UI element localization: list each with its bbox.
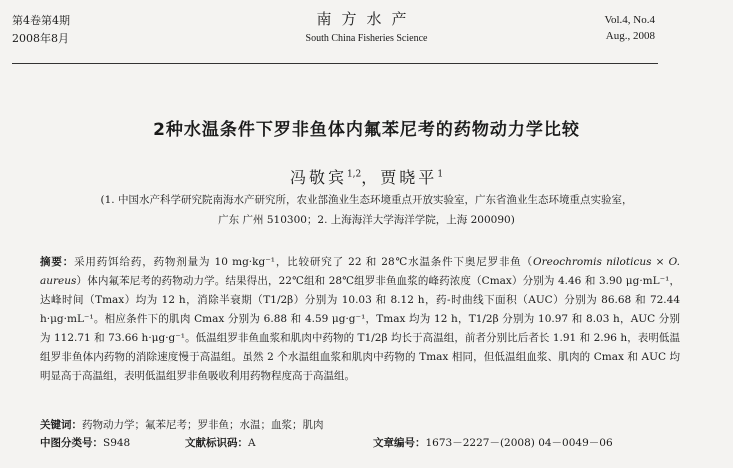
affiliation-line: (1. 中国水产科学研究院南海水产研究所，农业部渔业生态环境重点开放实验室，广东省渔业生态环境重点实验室，	[100, 194, 633, 206]
volume-info	[604, 12, 655, 44]
article-number-value: 1673－2227－(2008) 04－0049－06	[425, 437, 613, 449]
abstract	[40, 253, 680, 386]
keywords-label: 关键词：	[40, 419, 82, 431]
clc-label: 中图分类号：	[40, 437, 103, 449]
doc-code-field	[185, 435, 256, 450]
keywords-text: 药物动力学；氟苯尼考；罗非鱼；水温；血浆；肌肉	[82, 419, 324, 431]
abstract-text: ）体内氟苯尼考的药物动力学。结果得出，22℃组和 28℃组罗非鱼血浆的峰药浓度（Cmax）分别为 4.46 和 3.90 μg·mL⁻¹，达峰时间（Tmax）均为 12 h，消除半衰期（T1/2β）分别为 10.03 和 8.12 h，药-时曲线下面积（AUC）分别为 86.68 和 72.44 h·μg·mL⁻¹。相应条件下的肌肉 Cmax 分别为 6.88 和 4.59 μg·g⁻¹，Tmax 均为 12 h，T1/2β 分别为 10.97 和 8.03 h，AUC 分别为 112.71 和 73.66 h·μg·g⁻¹。低温组罗非鱼血浆和肌肉中药物的 T1/2β 均长于高温组，前者分别比后者长 1.91 和 2.96 h，表明低温组罗非鱼体内药物的消除速度慢于高温组。虽然 2 个水温组血浆和肌肉中药物的 Tmax 相同，但低温组血浆、肌肉的 Cmax 和 AUC 均明显高于高温组，表明低温组罗非鱼吸收利用药物程度高于高温组。	[40, 275, 680, 382]
issue-volume: 第4卷第4期	[12, 14, 70, 27]
article-number-label: 文章编号：	[373, 437, 426, 449]
journal-title-en: South China Fisheries Science	[305, 33, 428, 44]
affiliation-line: 广东 广州 510300；2. 上海海洋大学海洋学院，上海 200090)	[218, 214, 515, 226]
species-name: Oreochromis niloticus × O. aureus	[40, 256, 681, 287]
clc-field	[40, 437, 130, 449]
classification-line	[40, 435, 680, 450]
author-name: 贾晓平	[380, 168, 438, 187]
paper-title: 2种水温条件下罗非鱼体内氟苯尼考的药物动力学比较	[153, 120, 580, 140]
author-name: 冯敬宾	[289, 168, 347, 187]
journal-title-cn: 南方水产	[316, 10, 417, 28]
header-rule	[12, 63, 658, 64]
author-separator: ，	[361, 168, 381, 187]
issue-date: 2008年8月	[12, 32, 69, 45]
article-number-field	[373, 435, 613, 450]
abstract-label: 摘要：	[40, 256, 75, 268]
volume-number: Vol.4, No.4	[604, 14, 655, 26]
affiliations	[0, 190, 733, 230]
author-affiliation-mark: 1,2	[346, 169, 362, 180]
volume-date: Aug., 2008	[605, 30, 655, 42]
author-affiliation-mark: 1	[437, 169, 444, 180]
doc-code-label: 文献标识码：	[185, 437, 248, 449]
keywords	[40, 417, 324, 432]
abstract-text: 采用药饵给药，药物剂量为 10 mg·kg⁻¹，比较研究了 22 和 28℃水温条件下奥尼罗非鱼（	[74, 256, 534, 268]
clc-value: S948	[103, 437, 131, 449]
doc-code-value: A	[248, 437, 256, 449]
author-line	[0, 165, 733, 188]
